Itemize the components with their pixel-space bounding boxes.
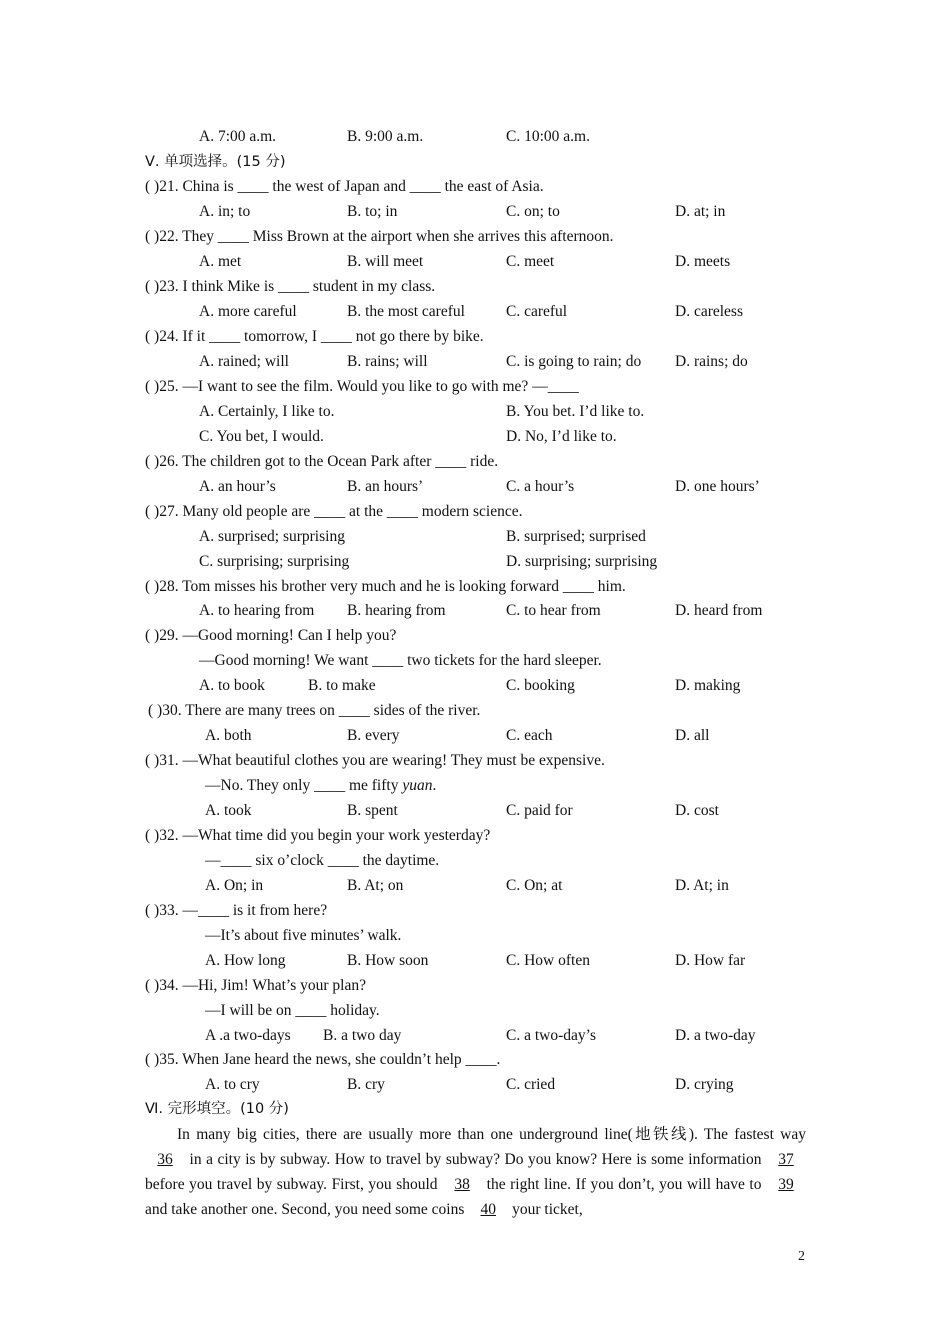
option-d: D. heard from — [675, 602, 763, 619]
option-a: A .a two-days — [205, 1027, 291, 1044]
option-c: C. booking — [506, 677, 575, 694]
option-b: B. 9:00 a.m. — [347, 128, 424, 145]
option-c: C. You bet, I would. — [199, 428, 324, 445]
page-number: 2 — [798, 1249, 805, 1264]
question-30: ( )30. There are many trees on ____ sides of the river. — [148, 702, 481, 719]
question-32-reply: —____ six o’clock ____ the daytime. — [205, 852, 440, 869]
blank-36: 36 — [157, 1151, 173, 1168]
option-a: A. How long — [205, 952, 286, 969]
question-28: ( )28. Tom misses his brother very much and he is looking forward ____ him. — [145, 578, 626, 595]
option-c: C. careful — [506, 303, 568, 320]
option-b: B. hearing from — [347, 602, 446, 619]
option-c: C. is going to rain; do — [506, 353, 642, 370]
option-a: A. rained; will — [199, 353, 289, 370]
option-d: D. crying — [675, 1076, 734, 1093]
option-d: D. No, I’d like to. — [506, 428, 617, 445]
option-d: D. rains; do — [675, 353, 748, 370]
option-d: D. careless — [675, 303, 743, 320]
option-c: C. a hour’s — [506, 478, 575, 495]
option-d: D. a two-day — [675, 1027, 756, 1044]
option-d: D. one hours’ — [675, 478, 760, 495]
option-b: B. You bet. I’d like to. — [506, 403, 645, 420]
option-d: D. At; in — [675, 877, 729, 894]
option-a: A. Certainly, I like to. — [199, 403, 335, 420]
option-a: A. On; in — [205, 877, 264, 894]
option-d: D. at; in — [675, 203, 726, 220]
option-c: C. surprising; surprising — [199, 553, 350, 570]
option-a: A. to cry — [205, 1076, 260, 1093]
question-24: ( )24. If it ____ tomorrow, I ____ not go there by bike. — [145, 328, 484, 345]
question-29: ( )29. —Good morning! Can I help you? — [145, 627, 397, 644]
question-29-reply: —Good morning! We want ____ two tickets for the hard sleeper. — [199, 652, 602, 669]
option-a: A. met — [199, 253, 242, 270]
option-a: A. to book — [199, 677, 265, 694]
option-d: D. making — [675, 677, 741, 694]
option-a: A. an hour’s — [199, 478, 276, 495]
question-23: ( )23. I think Mike is ____ student in my class. — [145, 278, 436, 295]
option-b: B. to make — [308, 677, 376, 694]
question-26: ( )26. The children got to the Ocean Park after ____ ride. — [145, 453, 499, 470]
option-a: A. in; to — [199, 203, 251, 220]
question-22: ( )22. They ____ Miss Brown at the airport when she arrives this afternoon. — [145, 228, 614, 245]
option-a: A. surprised; surprising — [199, 528, 345, 545]
option-c: C. How often — [506, 952, 590, 969]
question-31: ( )31. —What beautiful clothes you are wearing! They must be expensive. — [145, 752, 605, 769]
option-a: A. to hearing from — [199, 602, 315, 619]
option-c: C. on; to — [506, 203, 560, 220]
option-b: B. every — [347, 727, 400, 744]
blank-37: 37 — [778, 1151, 794, 1168]
question-35: ( )35. When Jane heard the news, she couldn’t help ____. — [145, 1051, 501, 1068]
section-heading: Ⅴ. 单项选择。(15 分) — [145, 154, 286, 170]
option-b: B. a two day — [323, 1027, 402, 1044]
question-34: ( )34. —Hi, Jim! What’s your plan? — [145, 977, 366, 994]
option-c: C. each — [506, 727, 553, 744]
option-b: B. an hours’ — [347, 478, 424, 495]
question-21: ( )21. China is ____ the west of Japan and ____ the east of Asia. — [145, 178, 544, 195]
option-b: B. cry — [347, 1076, 385, 1093]
option-b: B. How soon — [347, 952, 429, 969]
option-c: C. On; at — [506, 877, 563, 894]
option-a: A. both — [205, 727, 252, 744]
option-b: B. to; in — [347, 203, 398, 220]
question-33-reply: —It’s about five minutes’ walk. — [205, 927, 402, 944]
question-31-reply: —No. They only ____ me fifty yuan. — [205, 777, 437, 794]
question-34-reply: —I will be on ____ holiday. — [205, 1002, 380, 1019]
option-d: D. How far — [675, 952, 746, 969]
option-a: A. took — [205, 802, 252, 819]
option-d: D. meets — [675, 253, 731, 270]
option-c: C. paid for — [506, 802, 573, 819]
blank-39: 39 — [778, 1176, 794, 1193]
option-d: D. all — [675, 727, 710, 744]
question-33: ( )33. —____ is it from here? — [145, 902, 328, 919]
blank-38: 38 — [454, 1176, 470, 1193]
option-b: B. spent — [347, 802, 398, 819]
section-heading: Ⅵ. 完形填空。(10 分) — [145, 1101, 289, 1117]
option-b: B. At; on — [347, 877, 404, 894]
question-32: ( )32. —What time did you begin your work yesterday? — [145, 827, 491, 844]
option-d: D. surprising; surprising — [506, 553, 658, 570]
option-a: A. 7:00 a.m. — [199, 128, 277, 145]
option-d: D. cost — [675, 802, 719, 819]
blank-40: 40 — [480, 1201, 497, 1218]
option-b: B. rains; will — [347, 353, 428, 370]
option-c: C. to hear from — [506, 602, 601, 619]
option-c: C. 10:00 a.m. — [506, 128, 590, 145]
option-c: C. meet — [506, 253, 555, 270]
option-a: A. more careful — [199, 303, 297, 320]
cloze-passage: In many big cities, there are usually more than one underground line(地铁线). The fastest way 36 in a city is by subway. How to travel by subway? Do you know? Here is some information 37 before you travel by subway. First, you should 38 the right line. If you don’t, you will have to 39 and take another one. Second, you need some coins 40 your ticket, — [145, 1122, 806, 1222]
question-25: ( )25. —I want to see the film. Would you like to go with me? —____ — [145, 378, 579, 395]
option-b: B. the most careful — [347, 303, 465, 320]
option-b: B. will meet — [347, 253, 424, 270]
option-c: C. cried — [506, 1076, 556, 1093]
option-b: B. surprised; surprised — [506, 528, 646, 545]
option-c: C. a two-day’s — [506, 1027, 596, 1044]
question-27: ( )27. Many old people are ____ at the ____ modern science. — [145, 503, 523, 520]
